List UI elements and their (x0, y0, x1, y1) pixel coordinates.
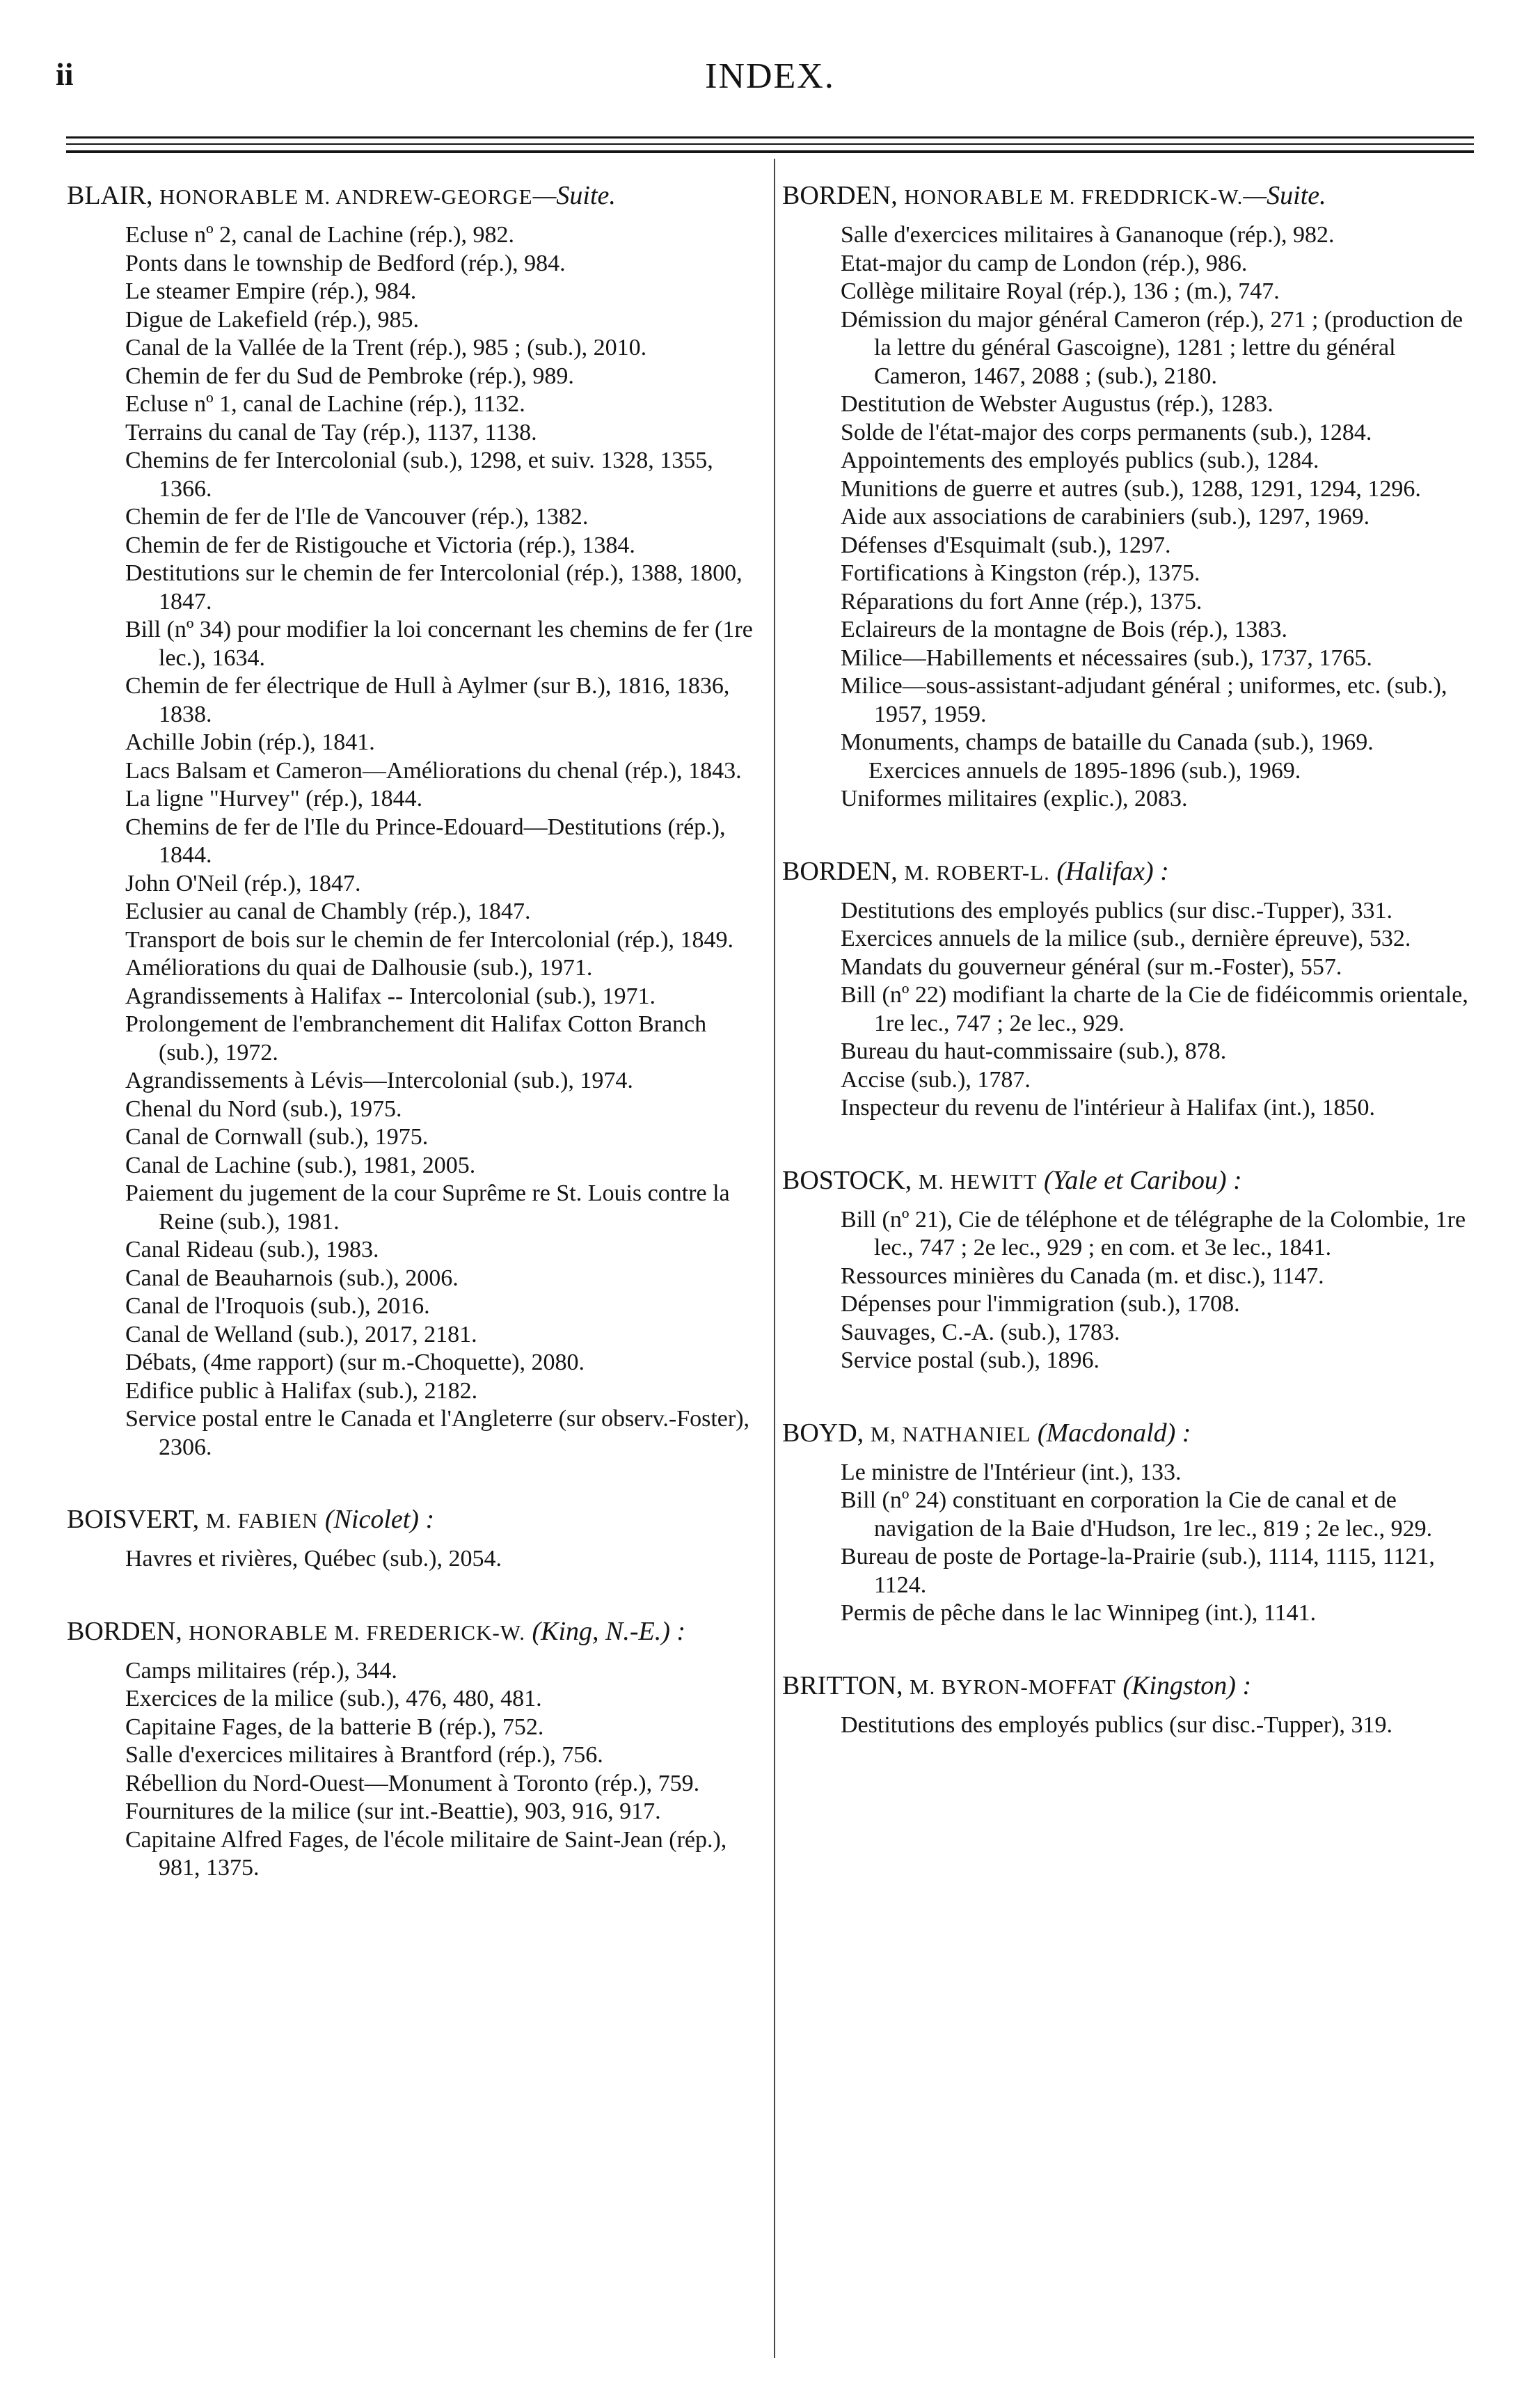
index-entry (67, 1505, 765, 1574)
left-column (67, 181, 765, 1926)
index-item: Edifice public à Halifax (sub.), 2182. (125, 1377, 478, 1404)
entry-heading (782, 1418, 1478, 1449)
index-item: Améliorations du quai de Dalhousie (sub.), 1971. (125, 955, 593, 981)
index-item: Digue de Lakefield (rép.), 985. (125, 306, 419, 333)
index-item: Destitution de Webster Augustus (rép.), 1283. (841, 391, 1273, 417)
index-item: Ponts dans le township de Bedford (rép.), 984. (125, 250, 566, 276)
index-item: Réparations du fort Anne (rép.), 1375. (841, 588, 1202, 615)
entry-qualifier: (Nicolet) : (324, 1505, 435, 1534)
index-item: Exercices annuels de la milice (sub., dernière épreuve), 532. (841, 926, 1411, 951)
header-rule-top (66, 136, 1474, 139)
entry-title: HONORABLE M. ANDREW-GEORGE (159, 184, 533, 209)
index-item: Service postal (sub.), 1896. (841, 1347, 1100, 1373)
index-item: Eclusier au canal de Chambly (rép.), 1847. (125, 899, 531, 924)
index-item: Prolongement de l'embranchement dit Halifax Cotton Branch (sub.), 1972. (125, 1011, 707, 1066)
index-item: Lacs Balsam et Cameron—Améliorations du chenal (rép.), 1843. (125, 757, 742, 784)
index-item: Milice—Habillements et nécessaires (sub.), 1737, 1765. (841, 644, 1372, 671)
entry-name: BORDEN, (782, 856, 898, 886)
index-item: Canal de Beauharnois (sub.), 2006. (125, 1265, 459, 1291)
entry-heading (67, 1505, 765, 1535)
index-item: Canal de Welland (sub.), 2017, 2181. (125, 1321, 477, 1347)
index-item: Havres et rivières, Québec (sub.), 2054. (125, 1546, 502, 1572)
header-rule-bottom (66, 150, 1474, 153)
page-number: ii (56, 56, 74, 92)
index-item: Canal de Lachine (sub.), 1981, 2005. (125, 1152, 476, 1178)
index-item: Capitaine Fages, de la batterie B (rép.), 752. (125, 1714, 544, 1740)
entry-qualifier: (Macdonald) : (1037, 1418, 1191, 1448)
index-item: Bill (nº 22) modifiant la charte de la Cie de fidéicommis orientale, 1re lec., 747 ; 2e lec., 929. (841, 982, 1468, 1036)
index-item: Le ministre de l'Intérieur (int.), 133. (841, 1459, 1182, 1485)
index-item: Milice—sous-assistant-adjudant général ; uniformes, etc. (sub.), 1957, 1959. (841, 673, 1447, 727)
index-item: Canal de l'Iroquois (sub.), 2016. (125, 1293, 430, 1319)
index-item: Chemin de fer du Sud de Pembroke (rép.), 989. (125, 363, 574, 389)
index-item: Camps militaires (rép.), 344. (125, 1657, 397, 1684)
entry-heading (782, 1166, 1478, 1196)
entry-name: BRITTON, (782, 1670, 903, 1700)
entry-title: M. FABIEN (205, 1508, 319, 1533)
entry-qualifier: (Halifax) : (1056, 856, 1169, 886)
entry-heading (782, 1671, 1478, 1702)
index-item: Destitutions des employés publics (sur disc.-Tupper), 319. (841, 1711, 1392, 1738)
index-item: Bill (nº 34) pour modifier la loi concernant les chemins de fer (1re lec.), 1634. (125, 617, 753, 671)
index-item: Monuments, champs de bataille du Canada (sub.), 1969. (841, 729, 1374, 755)
index-entry (782, 857, 1478, 1123)
index-item: Achille Jobin (rép.), 1841. (125, 729, 375, 755)
column-divider (774, 159, 775, 2358)
entry-title: M. BYRON-MOFFAT (909, 1674, 1116, 1699)
entry-heading (782, 857, 1478, 887)
index-item: Bill (nº 21), Cie de téléphone et de télégraphe de la Colombie, 1re lec., 747 ; 2e lec., 929 ; en com. et 3e lec., 1841. (841, 1206, 1466, 1260)
index-item: Bill (nº 24) constituant en corporation la Cie de canal et de navigation de la Baie d'Hudson, 1re lec., 819 ; 2e lec., 929. (841, 1487, 1433, 1542)
index-item: Exercices annuels de 1895-1896 (sub.), 1969. (868, 757, 1301, 784)
index-item: Uniformes militaires (explic.), 2083. (841, 786, 1188, 812)
index-item: Agrandissements à Lévis—Intercolonial (sub.), 1974. (125, 1068, 633, 1093)
header-rule-middle (66, 143, 1474, 145)
index-item: Chemins de fer Intercolonial (sub.), 1298, et suiv. 1328, 1355, 1366. (125, 448, 713, 502)
entry-qualifier: —Suite. (532, 181, 616, 210)
index-item: Défenses d'Esquimalt (sub.), 1297. (841, 532, 1171, 558)
index-item: Salle d'exercices militaires à Brantford (rép.), 756. (125, 1742, 603, 1768)
index-item: Agrandissements à Halifax -- Intercolonial (sub.), 1971. (125, 983, 656, 1009)
entry-title: M. HEWITT (918, 1169, 1038, 1194)
index-item: Bureau de poste de Portage-la-Prairie (sub.), 1114, 1115, 1121, 1124. (841, 1544, 1435, 1598)
index-item: Fournitures de la milice (sur int.-Beattie), 903, 916, 917. (125, 1798, 661, 1824)
index-entry (782, 1166, 1478, 1375)
index-item: Chemin de fer de l'Ile de Vancouver (rép.), 1382. (125, 504, 589, 530)
index-item: Exercices de la milice (sub.), 476, 480, 481. (125, 1686, 542, 1711)
index-entry (782, 181, 1478, 814)
index-entry (67, 1617, 765, 1883)
index-item: Aide aux associations de carabiniers (sub.), 1297, 1969. (841, 504, 1370, 530)
index-item: Munitions de guerre et autres (sub.), 1288, 1291, 1294, 1296. (841, 475, 1421, 502)
index-item: Démission du major général Cameron (rép.), 271 ; (production de la lettre du général Gascoigne), 1281 ; lettre du général Cameron, 1467, 2088 ; (sub.), 2180. (841, 306, 1463, 389)
index-entry (782, 1418, 1478, 1628)
index-item: Capitaine Alfred Fages, de l'école militaire de Saint-Jean (rép.), 981, 1375. (125, 1826, 727, 1881)
entry-qualifier: —Suite. (1243, 181, 1326, 210)
index-item: Etat-major du camp de London (rép.), 986. (841, 250, 1248, 276)
index-item: Transport de bois sur le chemin de fer Intercolonial (rép.), 1849. (125, 926, 734, 953)
index-item: Permis de pêche dans le lac Winnipeg (int.), 1141. (841, 1600, 1317, 1626)
index-item: Chemins de fer de l'Ile du Prince-Edouard—Destitutions (rép.), 1844. (125, 814, 726, 868)
entry-name: BOSTOCK, (782, 1165, 912, 1195)
index-item: Service postal entre le Canada et l'Angleterre (sur observ.-Foster), 2306. (125, 1406, 750, 1460)
entry-qualifier: (King, N.-E.) : (532, 1616, 686, 1646)
index-item: Chemin de fer de Ristigouche et Victoria (rép.), 1384. (125, 532, 635, 558)
index-item: Bureau du haut-commissaire (sub.), 878. (841, 1038, 1227, 1064)
index-item: Canal de Cornwall (sub.), 1975. (125, 1124, 429, 1150)
index-item: Ecluse nº 2, canal de Lachine (rép.), 982. (125, 222, 515, 248)
index-item: Ressources minières du Canada (m. et disc.), 1147. (841, 1263, 1324, 1289)
entry-title: M, NATHANIEL (870, 1421, 1031, 1446)
page-title: INDEX. (705, 56, 835, 96)
index-item: Fortifications à Kingston (rép.), 1375. (841, 560, 1200, 586)
entry-name: BORDEN, (782, 181, 898, 210)
index-entry (782, 1671, 1478, 1740)
index-item: Mandats du gouverneur général (sur m.-Foster), 557. (841, 954, 1342, 980)
entry-heading (67, 1617, 765, 1647)
entry-title: M. ROBERT-L. (904, 860, 1050, 885)
entry-name: BOYD, (782, 1418, 864, 1448)
index-item: Chemin de fer électrique de Hull à Aylmer (sur B.), 1816, 1836, 1838. (125, 673, 730, 727)
index-item: La ligne "Hurvey" (rép.), 1844. (125, 786, 423, 812)
index-item: Accise (sub.), 1787. (841, 1066, 1031, 1093)
index-item: Le steamer Empire (rép.), 984. (125, 278, 417, 304)
entry-heading (67, 181, 765, 212)
entry-qualifier: (Kingston) : (1122, 1670, 1252, 1700)
index-item: Canal de la Vallée de la Trent (rép.), 985 ; (sub.), 2010. (125, 335, 647, 361)
entry-name: BLAIR, (67, 181, 153, 210)
entry-qualifier: (Yale et Caribou) : (1044, 1165, 1242, 1195)
index-item: Chenal du Nord (sub.), 1975. (125, 1095, 402, 1122)
index-item: Destitutions sur le chemin de fer Intercolonial (rép.), 1388, 1800, 1847. (125, 560, 743, 615)
index-item: Ecluse nº 1, canal de Lachine (rép.), 1132. (125, 391, 525, 417)
entry-name: BOISVERT, (67, 1505, 200, 1534)
index-item: Destitutions des employés publics (sur disc.-Tupper), 331. (841, 897, 1392, 924)
index-item: Eclaireurs de la montagne de Bois (rép.), 1383. (841, 617, 1288, 642)
index-item: Rébellion du Nord-Ouest—Monument à Toronto (rép.), 759. (125, 1770, 700, 1796)
index-item: Terrains du canal de Tay (rép.), 1137, 1138. (125, 419, 537, 445)
index-item: Sauvages, C.-A. (sub.), 1783. (841, 1319, 1120, 1345)
index-item: Dépenses pour l'immigration (sub.), 1708. (841, 1291, 1240, 1317)
entry-title: HONORABLE M. FREDDRICK-W. (904, 184, 1244, 209)
index-item: Solde de l'état-major des corps permanents (sub.), 1284. (841, 419, 1372, 445)
index-item: Débats, (4me rapport) (sur m.-Choquette), 2080. (125, 1350, 585, 1375)
index-item: Canal Rideau (sub.), 1983. (125, 1237, 379, 1263)
entry-title: HONORABLE M. FREDERICK-W. (189, 1620, 525, 1645)
index-item: Inspecteur du revenu de l'intérieur à Halifax (int.), 1850. (841, 1095, 1376, 1121)
index-item: Paiement du jugement de la cour Suprême re St. Louis contre la Reine (sub.), 1981. (125, 1180, 730, 1235)
entry-name: BORDEN, (67, 1616, 182, 1646)
right-column (782, 181, 1478, 1782)
index-entry (67, 181, 765, 1462)
index-item: Appointements des employés publics (sub.), 1284. (841, 448, 1319, 473)
index-item: Collège militaire Royal (rép.), 136 ; (m.), 747. (841, 278, 1280, 304)
index-item: John O'Neil (rép.), 1847. (125, 870, 361, 896)
entry-heading (782, 181, 1478, 212)
index-item: Salle d'exercices militaires à Gananoque (rép.), 982. (841, 222, 1335, 248)
